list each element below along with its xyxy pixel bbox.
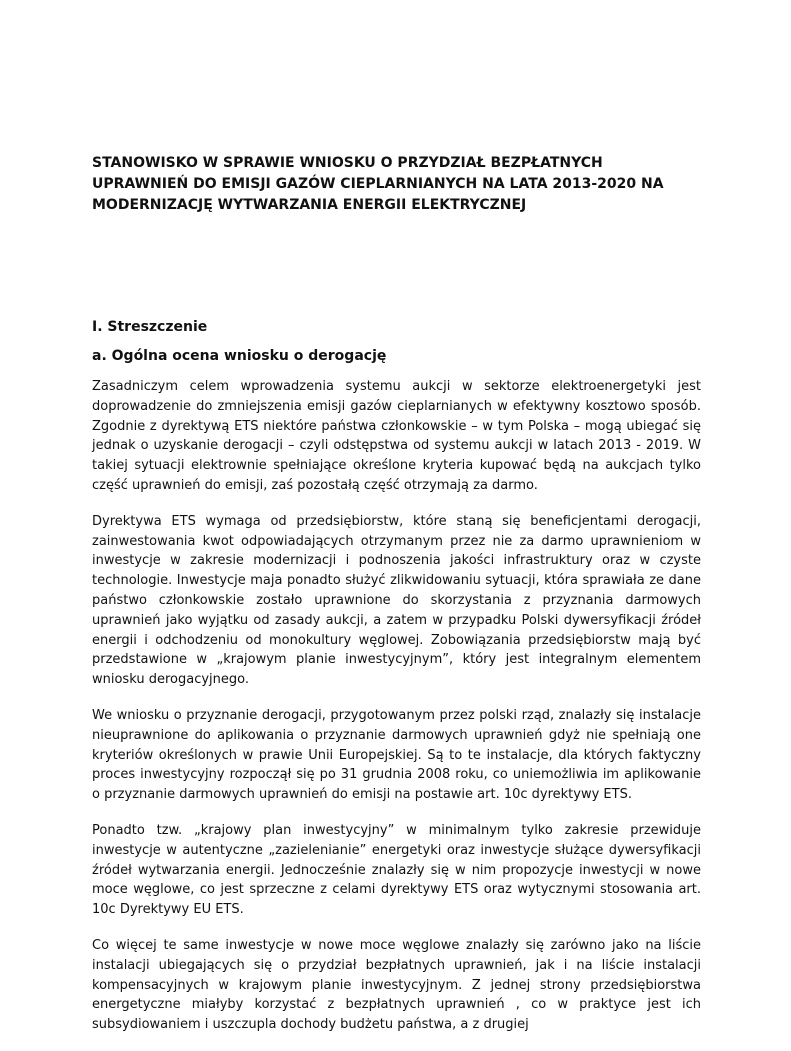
paragraph-2: Dyrektywa ETS wymaga od przedsiębiorstw, które staną się beneficjentami derogacji, zainwestowania kwot odpowiadających otrzymanym przez nie za darmo uprawnieniom w inwestycje w zakresie modernizacji i podnoszenia jakości infrastruktury oraz w czyste technologie. Inwestycje maja ponadto służyć zlikwidowaniu sytuacji, która sprawiała ze dane państwo członkowskie zostało uprawnione do skorzystania z przyznania darmowych uprawnień jako wyjątku od zasady aukcji, a zatem w przypadku Polski dywersyfikacji źródeł energii i odchodzeniu od monokultury węglowej. Zobowiązania przedsiębiorstw mają być przedstawione w „krajowym planie inwestycyjnym”, który jest integralnym elementem wniosku derogacyjnego. — [92, 513, 701, 688]
paragraph-4: Ponadto tzw. „krajowy plan inwestycyjny” w minimalnym tylko zakresie przewiduje inwestycje w autentyczne „zazielenianie” energetyki oraz inwestycje służące dywersyfikacji źródeł wytwarzania energii. Jednocześnie znalazły się w nim propozycje inwestycji w nowe moce węglowe, co jest sprzeczne z celami dyrektywy ETS oraz wytycznymi stosowania art. 10c Dyrektywy EU ETS. — [92, 822, 701, 918]
paragraph-3: We wniosku o przyznanie derogacji, przygotowanym przez polski rząd, znalazły się instalacje nieuprawnione do aplikowania o przyznanie darmowych uprawnień gdyż nie spełniają one kryteriów określonych w prawie Unii Europejskiej. Są to te instalacje, dla których faktyczny proces inwestycyjny rozpoczął się po 31 grudnia 2008 roku, co uniemożliwia im aplikowanie o przyznanie darmowych uprawnień do emisji na postawie art. 10c dyrektywy ETS. — [92, 707, 701, 803]
paragraph-5: Co więcej te same inwestycje w nowe moce węglowe znalazły się zarówno jako na liście instalacji ubiegających się o przydział bezpłatnych uprawnień, jak i na liście instalacji kompensacyjnych w krajowym planie inwestycyjnym. Z jednej strony przedsiębiorstwa energetyczne miałyby korzystać z bezpłatnych uprawnień , co w praktyce jest ich subsydiowaniem i uszczupla dochody budżetu państwa, a z drugiej — [92, 937, 701, 1033]
document-title: STANOWISKO W SPRAWIE WNIOSKU O PRZYDZIAŁ BEZPŁATNYCH UPRAWNIEŃ DO EMISJI GAZÓW CIEPLARNIANYCH NA LATA 2013-2020 NA MODERNIZACJĘ WYTWARZANIA ENERGII ELEKTRYCZNEJ — [92, 155, 664, 213]
section-heading: I. Streszczenie — [92, 319, 208, 335]
sub-heading: a. Ogólna ocena wniosku o derogację — [92, 348, 387, 364]
body-text — [92, 377, 701, 1051]
paragraph-1: Zasadniczym celem wprowadzenia systemu aukcji w sektorze elektroenergetyki jest doprowadzenie do zmniejszenia emisji gazów cieplarnianych w efektywny kosztowo sposób. Zgodnie z dyrektywą ETS niektóre państwa członkowskie – w tym Polska – mogą ubiegać się jednak o uzyskanie derogacji – czyli odstępstwa od systemu aukcji w latach 2013 - 2019. W takiej sytuacji elektrownie spełniające określone kryteria kupować będą na aukcjach tylko część uprawnień do emisji, zaś pozostałą część otrzymają za darmo. — [92, 379, 701, 493]
